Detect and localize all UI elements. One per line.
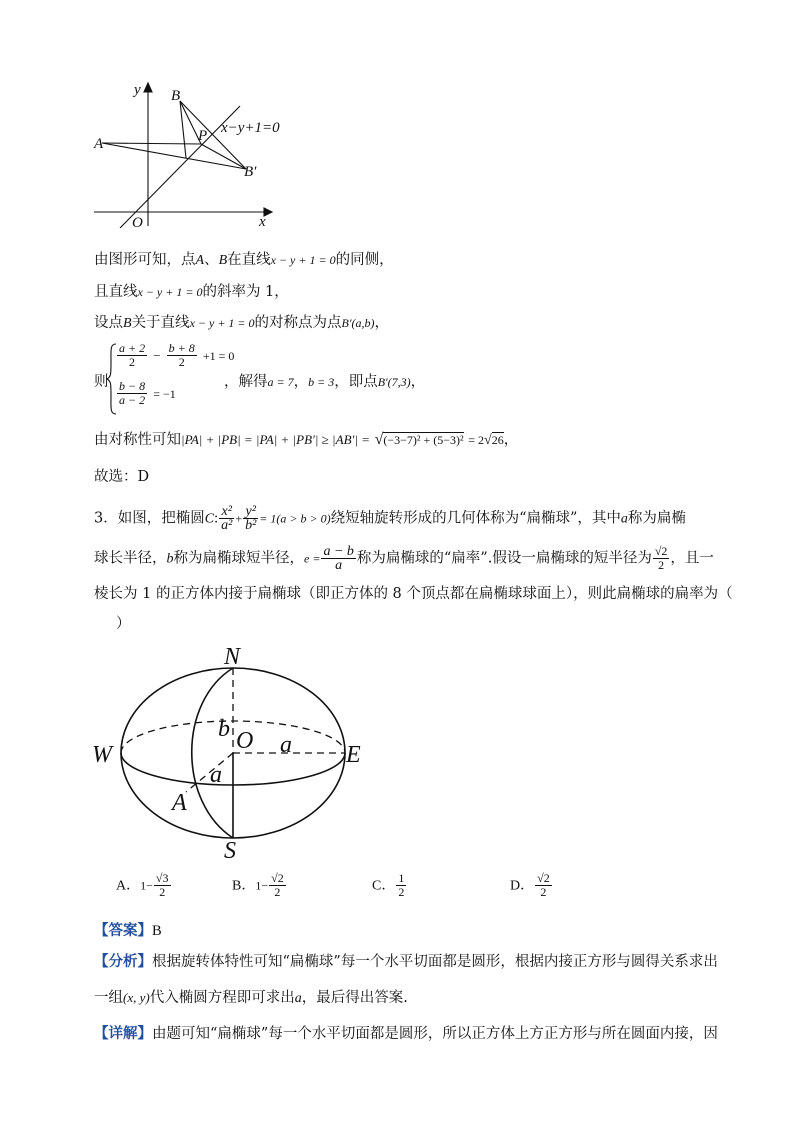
question-3-line-4: ） — [116, 616, 131, 632]
fraction — [396, 872, 406, 899]
text: 一组 — [94, 990, 123, 1006]
label-origin: O — [132, 215, 143, 230]
question-3-line-3: 棱长为 1 的正方体内接于扁椭球（即正方体的 8 个顶点都在扁椭球球面上），则此扁椭球的扁率为（ — [94, 586, 733, 602]
label-x: x — [259, 214, 266, 230]
text: 、 — [204, 252, 219, 268]
label-a-diagonal: a — [210, 762, 222, 788]
text: ， — [410, 374, 426, 390]
label-E: E — [346, 742, 361, 768]
option-letter: D． — [510, 878, 535, 894]
fraction — [117, 380, 147, 407]
analysis-tag: 【分析】 — [94, 953, 152, 970]
numerator: √2 — [271, 871, 284, 885]
text: 关于直线 — [131, 315, 190, 331]
sqrt-sign: √ — [374, 431, 384, 448]
point-Bprime: B′(7,3) — [377, 375, 411, 389]
text: 根据旋转体特性可知“扁椭球”每一个水平切面都是圆形，根据内接正方形与圆得关系求出 — [152, 954, 718, 970]
solution-line-3 — [94, 313, 389, 334]
option-C[interactable] — [372, 872, 407, 899]
text: ， — [374, 315, 389, 331]
denominator: b² — [245, 518, 257, 533]
label-y: y — [134, 82, 141, 98]
text: 的同侧， — [335, 252, 394, 268]
numerator: a − b — [323, 544, 354, 559]
denominator: 2 — [658, 558, 665, 572]
solution-line-6: 故选：D — [94, 469, 150, 485]
label-P: P — [198, 128, 208, 144]
var-a: a — [620, 511, 628, 527]
label-A: A — [172, 790, 187, 816]
text: ，即点 — [334, 374, 378, 390]
numerator: a + 2 — [119, 341, 146, 355]
point-xy: (x, y) — [123, 990, 150, 1005]
fraction — [653, 545, 670, 572]
figure-oblate-spheroid — [88, 642, 378, 864]
text: 称为扁椭球短半径， — [173, 550, 304, 567]
text: 的对称点为点 — [254, 315, 342, 331]
text: ， — [293, 374, 309, 390]
numerator: √3 — [155, 871, 169, 885]
text: ， — [503, 432, 519, 448]
numerator: b − 8 — [119, 379, 146, 393]
text: 在直线 — [227, 252, 271, 268]
segment-B-foot — [180, 101, 186, 158]
ellipse-C: C — [204, 511, 215, 527]
fraction — [167, 342, 197, 369]
numerator: √2 — [537, 871, 550, 885]
meridian-arc — [192, 668, 233, 838]
numerator: √2 — [654, 544, 668, 558]
label-B: B — [171, 88, 181, 104]
denominator: 2 — [398, 885, 405, 899]
label-b: b — [218, 716, 230, 742]
ellipse-condition: = 1(a > b > 0) — [259, 511, 331, 526]
option-prefix: 1− — [255, 878, 269, 893]
fraction — [243, 505, 258, 532]
text: 称为扁椭 — [627, 510, 686, 527]
fraction — [269, 872, 286, 899]
var-a: a — [294, 991, 302, 1006]
text: ，且一 — [670, 550, 714, 567]
fraction — [154, 872, 171, 899]
label-line-equation: x−y+1=0 — [221, 120, 280, 136]
text: 由题可知“扁椭球”每一个水平切面都是圆形，所以正方体上方正方形与所在圆面内接，因 — [152, 1026, 718, 1042]
equation-tail: +1 = 0 — [202, 349, 235, 363]
label-O: O — [236, 728, 254, 754]
label-Bprime: B′ — [244, 164, 257, 180]
label-a-horizontal: a — [280, 732, 292, 758]
answer-line — [94, 921, 162, 941]
equation: x − y + 1 = 0 — [137, 285, 203, 299]
label-S: S — [224, 838, 236, 864]
question-3-line-1 — [94, 505, 686, 532]
denominator: a − 2 — [119, 393, 146, 407]
sqrt-radicand: (−3−7)² + (5−3)² — [383, 433, 464, 447]
numerator: 1 — [398, 871, 405, 885]
question-3-line-2 — [94, 545, 714, 572]
option-letter: A． — [116, 878, 141, 894]
point-B: B — [218, 253, 228, 268]
text: ，解得 — [224, 374, 268, 390]
fraction — [321, 545, 355, 572]
flattening-lhs: e = — [304, 551, 321, 566]
text: 由图形可知，点 — [94, 252, 196, 268]
text: 由对称性可知 — [94, 432, 181, 448]
fraction — [219, 505, 234, 532]
denominator: 2 — [274, 885, 281, 899]
option-A[interactable] — [116, 872, 172, 899]
equation: x − y + 1 = 0 — [270, 253, 336, 267]
solution-line-2 — [94, 282, 289, 302]
operator: + — [235, 511, 243, 526]
text: 称为扁椭球的“扁率”.假设一扁椭球的短半径为 — [356, 550, 652, 567]
equals: = 2 — [468, 433, 484, 447]
detail-tag: 【详解】 — [94, 1025, 152, 1042]
figure-reflection-diagram — [88, 78, 303, 230]
numerator: y² — [243, 505, 258, 519]
fraction — [117, 342, 147, 369]
denominator: 2 — [129, 355, 136, 369]
label-W: W — [92, 742, 112, 768]
analysis-line-1 — [94, 952, 718, 972]
value-a: a = 7 — [267, 375, 294, 389]
option-letter: C． — [372, 878, 396, 894]
option-list — [0, 872, 794, 912]
text: 且直线 — [94, 284, 138, 300]
distance-expression: |PA| + |PB| = |PA| + |PB′| ≥ |AB′| = — [181, 432, 370, 447]
option-D[interactable] — [510, 872, 553, 899]
equation: x − y + 1 = 0 — [189, 316, 255, 330]
solution-line-1 — [94, 250, 394, 271]
value-b: b = 3 — [308, 375, 335, 389]
solution-line-5 — [94, 430, 518, 451]
sqrt-radicand: 26 — [491, 433, 504, 447]
var-b: b — [166, 551, 174, 567]
answer-tag: 【答案】 — [94, 922, 152, 939]
equator-back — [121, 721, 345, 753]
system-solution-text — [224, 370, 425, 391]
equation-row-1 — [116, 342, 234, 369]
question-number: 3．如图，把椭圆 — [94, 510, 205, 527]
option-prefix: 1− — [140, 878, 153, 893]
fraction — [535, 872, 552, 899]
option-letter: B． — [232, 878, 256, 894]
text: 代入椭圆方程即可求出 — [149, 990, 295, 1006]
label-N: N — [224, 644, 241, 670]
sqrt-sign: √ — [484, 433, 492, 448]
option-B[interactable] — [232, 872, 287, 899]
y-axis-arrow — [144, 83, 152, 92]
point-Bprime: B′(a,b) — [341, 316, 375, 330]
colon: : — [214, 510, 219, 527]
numerator: b + 8 — [168, 341, 195, 355]
numerator: x² — [219, 505, 234, 519]
analysis-line-2 — [94, 988, 408, 1009]
point-B: B — [123, 316, 132, 331]
text: ，最后得出答案. — [301, 990, 408, 1006]
text: 设点 — [94, 315, 123, 331]
denominator: 2 — [178, 355, 185, 369]
text: 绕短轴旋转形成的几何体称为“扁椭球”，其中 — [330, 510, 621, 527]
segment-A-P — [102, 143, 201, 144]
answer-value: B — [152, 923, 162, 939]
equation-row-2 — [116, 380, 176, 407]
label-A: A — [94, 136, 104, 152]
operator: − — [153, 348, 161, 363]
denominator: a — [335, 558, 343, 573]
equation-system-block — [94, 340, 694, 418]
denominator: 2 — [540, 885, 547, 899]
denominator: 2 — [159, 885, 166, 899]
detail-line-1 — [94, 1024, 718, 1044]
text: 的斜率为 1， — [202, 284, 289, 300]
text: 球长半径， — [94, 550, 167, 567]
text-then: 则 — [94, 374, 109, 390]
denominator: a² — [221, 518, 233, 533]
equation-tail: = −1 — [153, 387, 176, 401]
point-A: A — [195, 253, 205, 268]
